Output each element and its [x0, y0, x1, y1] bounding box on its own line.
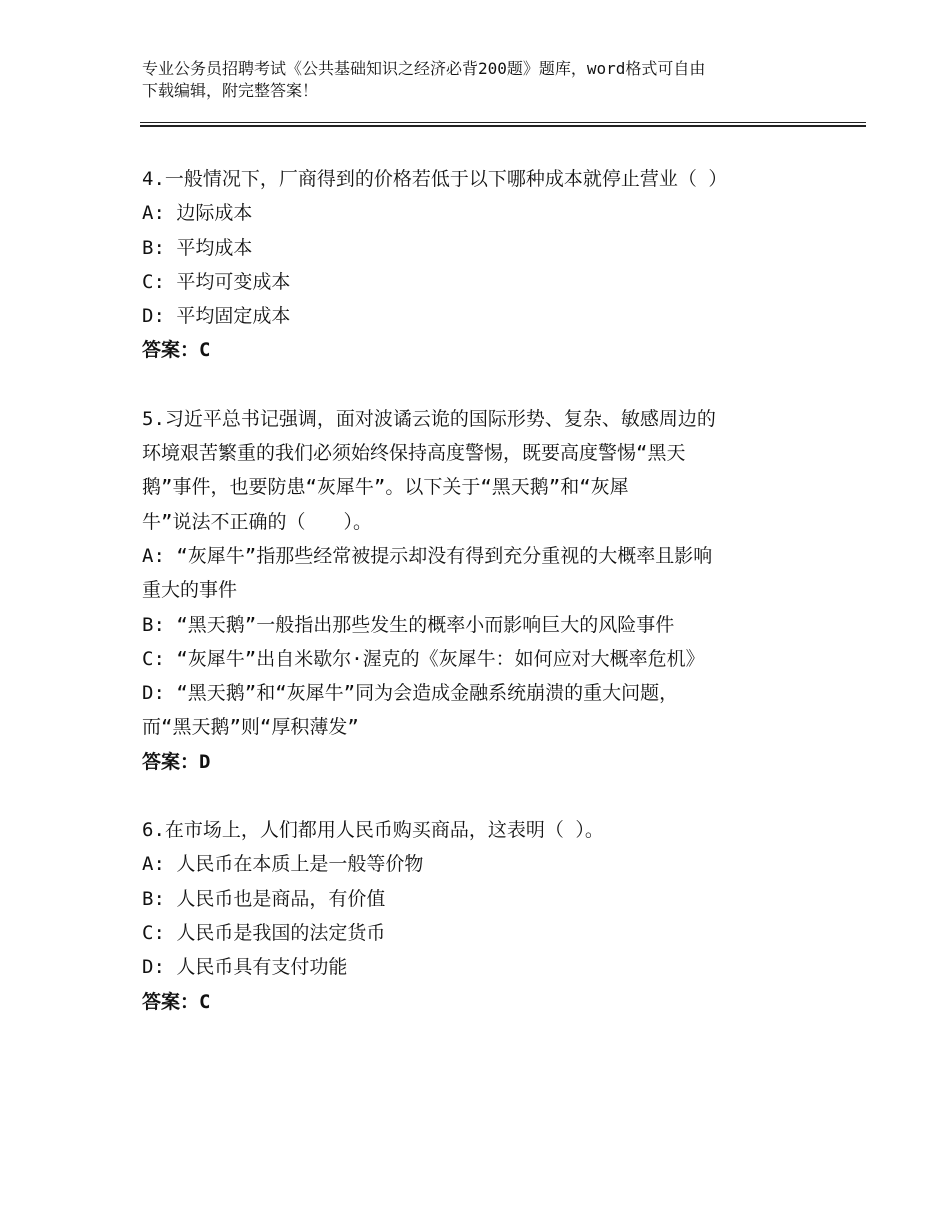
document-header — [142, 58, 822, 102]
option-d-line-1: D: “黑天鹅”和“灰犀牛”同为会造成金融系统崩溃的重大问题， — [142, 682, 679, 705]
option-c: C: 平均可变成本 — [142, 270, 291, 293]
question-list — [142, 162, 822, 1053]
question-4 — [142, 162, 822, 368]
answer-label: 答案：C — [142, 339, 211, 362]
answer-label: 答案：C — [142, 990, 211, 1013]
header-divider — [140, 122, 866, 127]
option-c: C: “灰犀牛”出自米歇尔·渥克的《灰犀牛：如何应对大概率危机》 — [142, 647, 705, 670]
option-d: D: 人民币具有支付功能 — [142, 956, 348, 979]
option-b: B: “黑天鹅”一般指出那些发生的概率小而影响巨大的风险事件 — [142, 613, 675, 636]
question-5 — [142, 402, 822, 779]
option-d-line-2: 而“黑天鹅”则“厚积薄发” — [142, 716, 359, 739]
option-b: B: 平均成本 — [142, 236, 253, 259]
option-a: A: 边际成本 — [142, 202, 253, 225]
question-6 — [142, 813, 822, 1019]
option-b: B: 人民币也是商品，有价值 — [142, 887, 386, 910]
option-a-line-1: A: “灰犀牛”指那些经常被提示却没有得到充分重视的大概率且影响 — [142, 544, 713, 567]
question-stem: 6.在市场上，人们都用人民币购买商品，这表明（ ）。 — [142, 819, 604, 842]
option-c: C: 人民币是我国的法定货币 — [142, 921, 386, 944]
question-stem-line-2: 环境艰苦繁重的我们必须始终保持高度警惕，既要高度警惕“黑天 — [142, 442, 686, 465]
header-line-1: 专业公务员招聘考试《公共基础知识之经济必背200题》题库，word格式可自由 — [142, 59, 706, 78]
answer-label: 答案：D — [142, 750, 211, 773]
option-a: A: 人民币在本质上是一般等价物 — [142, 853, 424, 876]
question-stem: 4.一般情况下，厂商得到的价格若低于以下哪种成本就停止营业（ ） — [142, 168, 728, 190]
header-line-2: 下载编辑，附完整答案！ — [142, 81, 319, 100]
question-stem-line-1: 5.习近平总书记强调，面对波谲云诡的国际形势、复杂、敏感周边的 — [142, 407, 716, 430]
question-stem-line-3: 鹅”事件，也要防患“灰犀牛”。以下关于“黑天鹅”和“灰犀 — [142, 476, 629, 499]
option-d: D: 平均固定成本 — [142, 305, 291, 328]
option-a-line-2: 重大的事件 — [142, 579, 238, 602]
question-stem-line-4: 牛”说法不正确的（ ）。 — [142, 510, 372, 533]
